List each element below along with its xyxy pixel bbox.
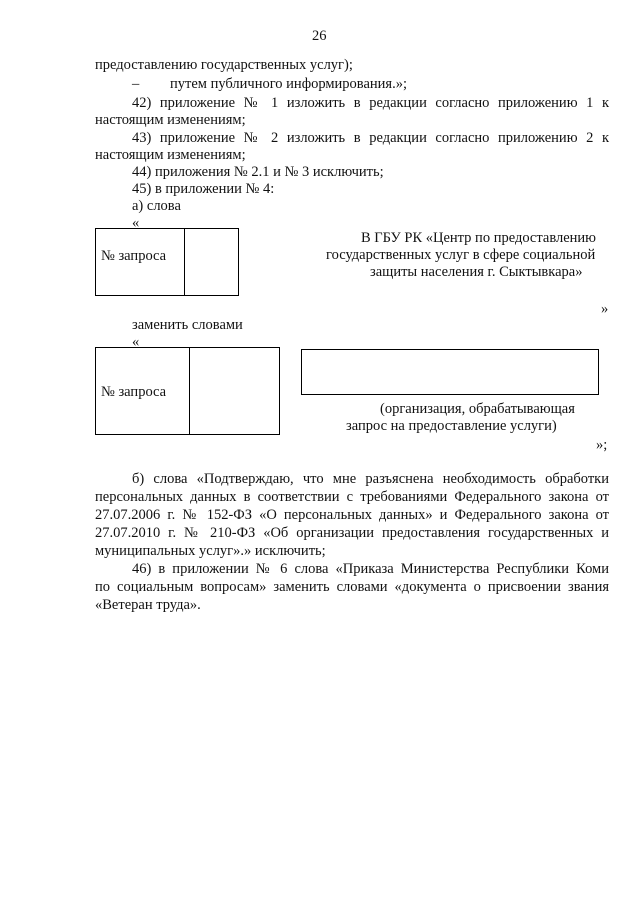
text-line: настоящим изменениям; — [95, 112, 246, 128]
text-line: «Ветеран труда». — [95, 597, 201, 613]
text-line: 46) в приложении № 6 слова «Приказа Министерства Республики Коми — [132, 561, 609, 577]
text-line: настоящим изменениям; — [95, 147, 246, 163]
organization-caption: (организация, обрабатывающая — [380, 401, 575, 417]
quote-open: « — [132, 215, 140, 231]
text-line: предоставлению государственных услуг); — [95, 57, 353, 73]
text-line: 42) приложение № 1 изложить в редакции согласно приложению 1 к — [132, 95, 609, 111]
text-line: 44) приложения № 2.1 и № 3 исключить; — [132, 164, 384, 180]
page-number: 26 — [312, 28, 327, 44]
text-line: муниципальных услуг».» исключить; — [95, 543, 326, 559]
text-line: 43) приложение № 2 изложить в редакции согласно приложению 2 к — [132, 130, 609, 146]
text-line: персональных данных в соответствии с требованиями Федерального закона от — [95, 489, 609, 505]
text-line: 45) в приложении № 4: — [132, 181, 275, 197]
text-line: путем публичного информирования.»; — [170, 76, 407, 92]
quote-open: « — [132, 334, 140, 350]
organization-line: государственных услуг в сфере социальной — [326, 247, 596, 263]
box-divider — [189, 347, 190, 435]
quote-close: » — [601, 301, 609, 317]
text-line: 27.07.2006 г. № 152-ФЗ «О персональных данных» и Федерального закона от — [95, 507, 609, 523]
text-line: по социальным вопросам» заменить словами «документа о присвоении звания — [95, 579, 609, 595]
organization-line: В ГБУ РК «Центр по предоставлению — [361, 230, 596, 246]
text-line: заменить словами — [132, 317, 243, 333]
quote-close: »; — [596, 437, 608, 453]
text-line: б) слова «Подтверждаю, что мне разъяснена необходимость обработки — [132, 471, 609, 487]
text-line: а) слова — [132, 198, 181, 214]
organization-box — [301, 349, 599, 395]
request-number-label: № запроса — [101, 384, 167, 400]
dash: – — [132, 76, 140, 92]
text-line: 27.07.2010 г. № 210-ФЗ «Об организации предоставления государственных и — [95, 525, 609, 541]
organization-line: защиты населения г. Сыктывкара» — [370, 264, 583, 280]
organization-caption: запрос на предоставление услуги) — [346, 418, 557, 434]
box-divider — [184, 228, 185, 296]
request-number-label: № запроса — [101, 248, 167, 264]
